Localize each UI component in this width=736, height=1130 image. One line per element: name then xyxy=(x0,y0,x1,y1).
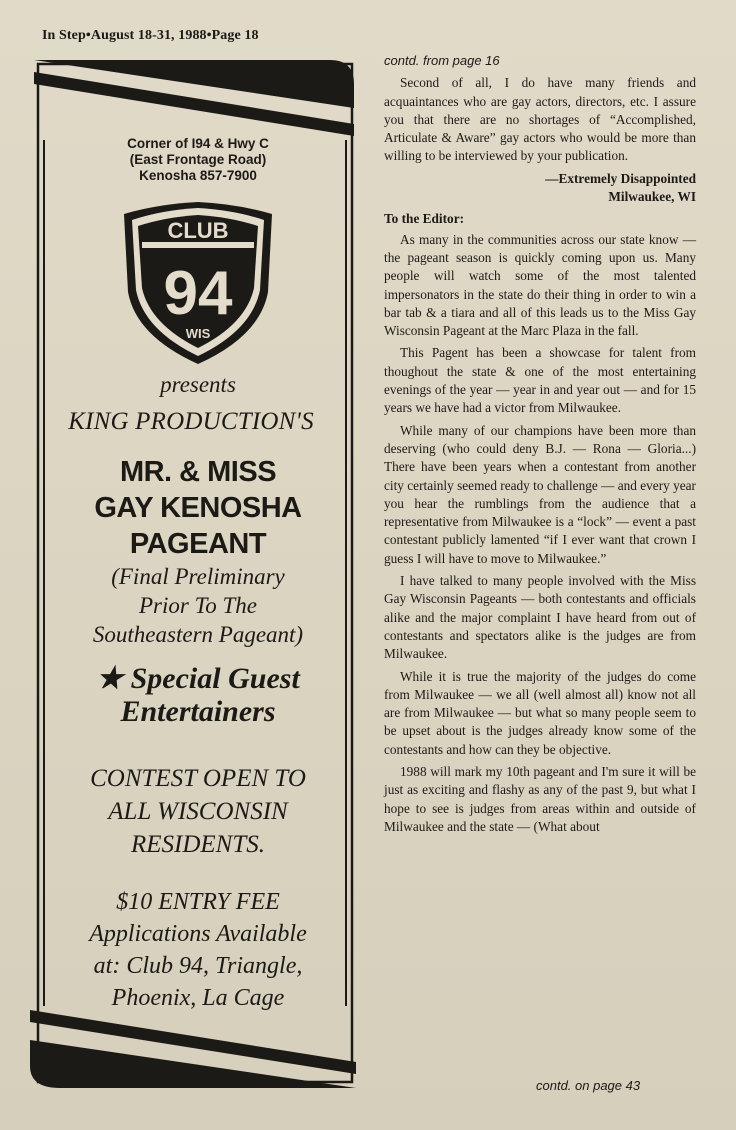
pageant-title: MR. & MISS GAY KENOSHA PAGEANT xyxy=(94,456,302,560)
letters-column xyxy=(384,52,696,840)
article-paragraph: As many in the communities across our state know — the pageant season is quickly coming upon us. Many people will watch some of the most talented impersonators in the state do their thing in order to win a bar tab & a tiara and all of this leads us to the Miss Gay Wisconsin Pageant at the Marc Plaza in the fall. xyxy=(384,231,696,339)
continued-on-label: contd. on page 43 xyxy=(536,1078,641,1093)
logo-number: 94 xyxy=(163,259,233,328)
page-masthead: In Step•August 18-31, 1988•Page 18 xyxy=(42,28,259,43)
article-paragraph: While it is true the majority of the judges do come from Milwaukee — we all (well almost all) know not all are from Milwaukee — but what so many people seem to be upset about is the judges already know some of the contestants and how can they be objective. xyxy=(384,668,696,757)
article-paragraph: Second of all, I do have many friends and acquaintances who are gay actors, directors, etc. I assure you that there are no shortages of “Accomplished, Articulate & Aware” gay actors who would be more than willing to be interviewed by your publication. xyxy=(384,75,696,164)
article-paragraph: I have talked to many people involved with the Miss Gay Wisconsin Pageants — both contestants and officials alike and the major complaint I have heard from out of contestants and spectators alike is the judges are from Milwaukee. xyxy=(384,573,696,662)
continued-from-label: contd. from page 16 xyxy=(384,53,500,68)
article-paragraph: While many of our champions have been more than deserving (who could deny B.J. — Rona — Gloria...) There have been years when a contestant from another city certainly seemed ready to challenge — and every year you hear the rumblings from the audience that a representative from Milwaukee is a “lock” — event a past contestant publicly lamented “if I ever want that crown I guess I will have to move to Milwaukee.” xyxy=(384,422,696,566)
letter-signature-city: Milwaukee, WI xyxy=(608,189,696,205)
pageant-subtitle: (Final Preliminary Prior To The Southeastern Pageant) xyxy=(92,564,304,647)
to-the-editor-heading: To the Editor: xyxy=(384,211,465,227)
article-paragraph: This Pagent has been a showcase for talent from thoughout the state & one of the most entertaining evenings of the year — year in and year out — and for 15 years we have had a victor from Milwaukee. xyxy=(384,345,696,416)
club-address: Corner of I94 & Hwy C (East Frontage Road) Kenosha 857-7900 xyxy=(127,136,269,183)
logo-club-text: CLUB xyxy=(167,218,229,243)
presents-text: presents xyxy=(160,372,236,397)
highway-shield-icon xyxy=(118,196,278,368)
letter-signature-name: —Extremely Disappointed xyxy=(545,170,696,186)
production-name: KING PRODUCTION'S xyxy=(68,408,314,435)
entry-fee-info: $10 ENTRY FEE Applications Available at: Club 94, Triangle, Phoenix, La Cage xyxy=(89,889,307,1011)
article-paragraph: 1988 will mark my 10th pageant and I'm sure it will be just as exciting and flashy as any of the past 9, but what I hope to see is judges from areas within and outside of Milwaukee and the state — (What about xyxy=(384,763,696,834)
logo-state: WIS xyxy=(185,326,211,341)
contest-eligibility: CONTEST OPEN TO ALL WISCONSIN RESIDENTS. xyxy=(90,765,306,858)
special-guest-text: ★ Special Guest Entertainers xyxy=(96,662,300,728)
